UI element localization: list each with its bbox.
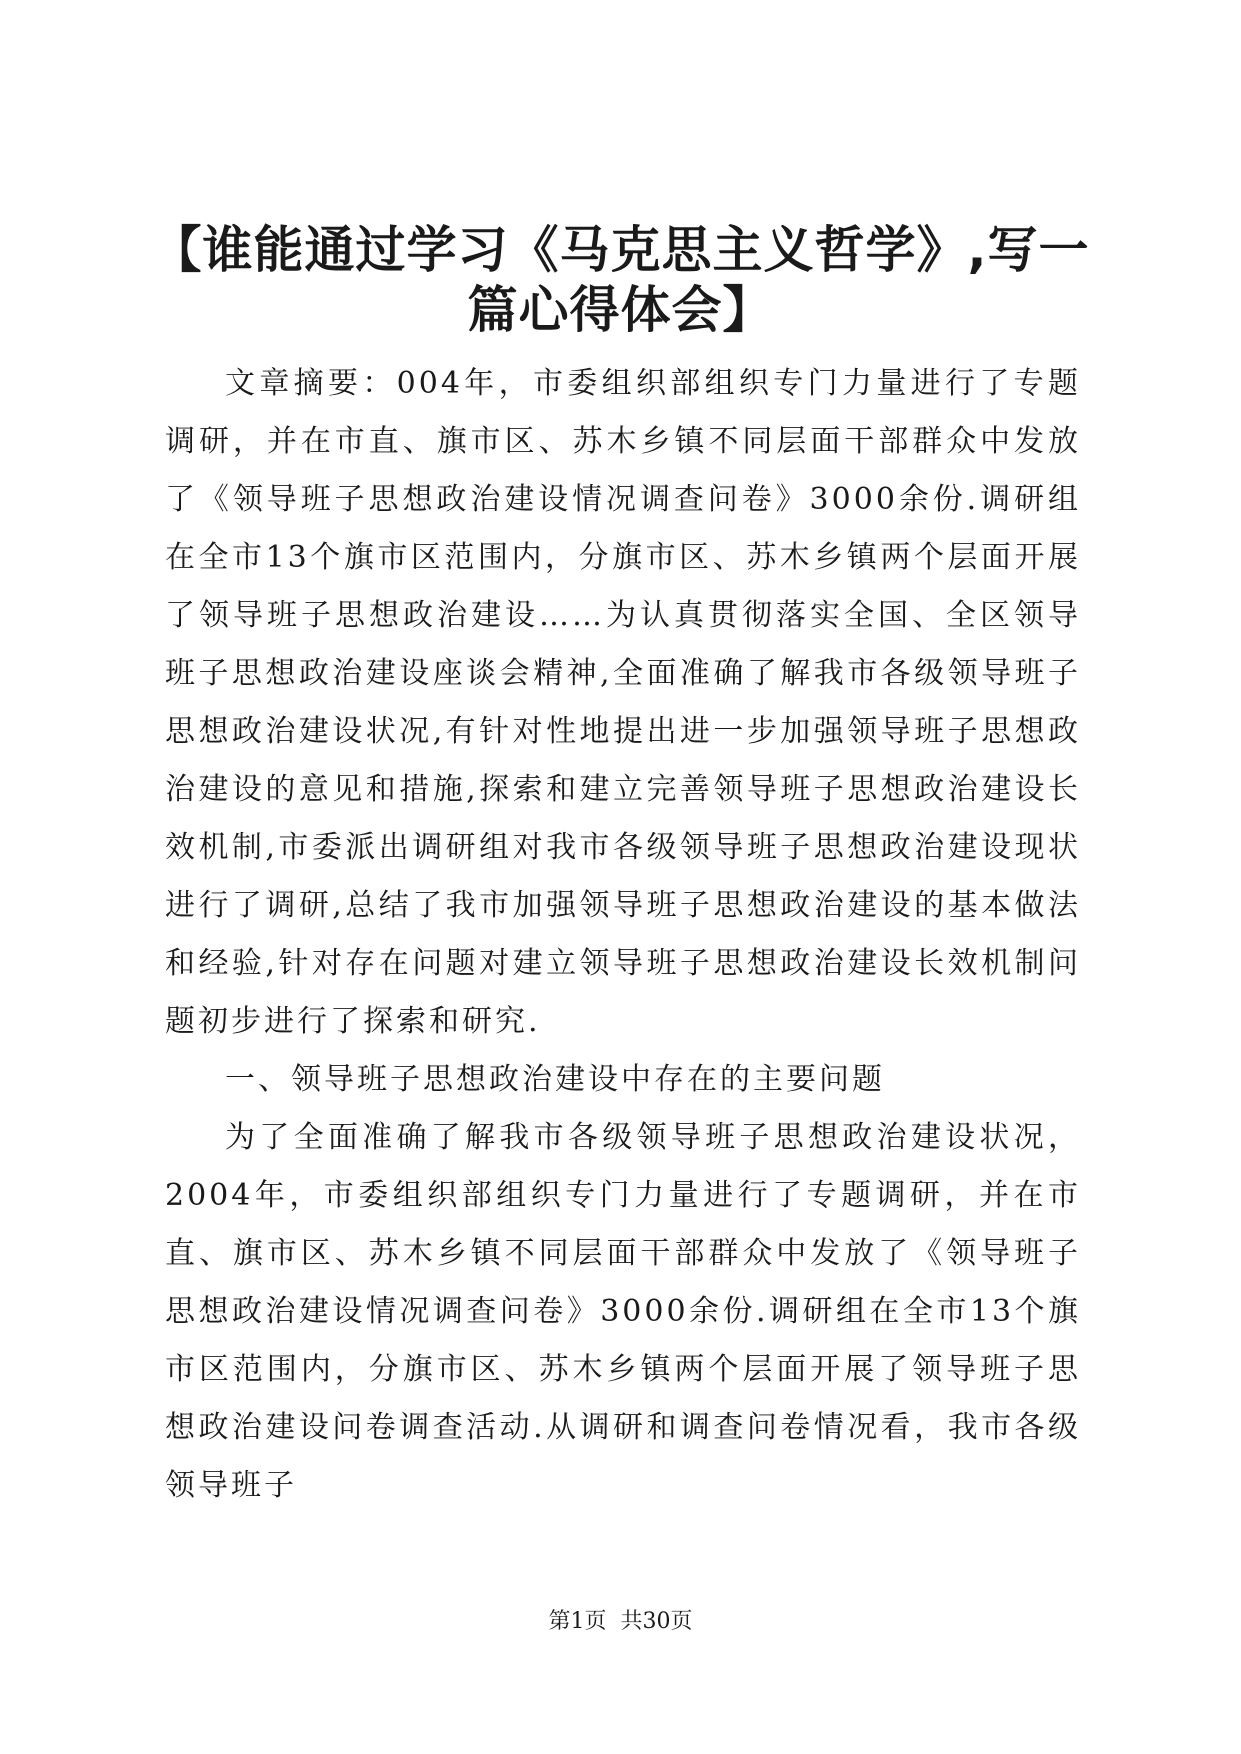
- section-heading: 一、领导班子思想政治建设中存在的主要问题: [225, 1062, 885, 1097]
- page-total: 共30页: [620, 1609, 693, 1634]
- page-footer: [0, 1607, 1241, 1637]
- document-title: 【谁能通过学习《马克思主义哲学》,写一篇心得体会】: [151, 221, 1090, 339]
- page-number: 第1页: [548, 1609, 607, 1634]
- abstract-paragraph: 文章摘要：004年，市委组织部组织专门力量进行了专题调研，并在市直、旗市区、苏木乡镇不同层面干部群众中发放了《领导班子思想政治建设情况调查问卷》3000余份.调研组在全市13个旗市区范围内，分旗市区、苏木乡镇两个层面开展了领导班子思想政治建设……为认真贯彻落实全国、全区领导班子思想政治建设座谈会精神,全面准确了解我市各级领导班子思想政治建设状况,有针对性地提出进一步加强领导班子思想政治建设的意见和措施,探索和建立完善领导班子思想政治建设长效机制,市委派出调研组对我市各级领导班子思想政治建设现状进行了调研,总结了我市加强领导班子思想政治建设的基本做法和经验,针对存在问题对建立领导班子思想政治建设长效机制问题初步进行了探索和研究.: [165, 366, 1081, 1039]
- body-paragraph: 为了全面准确了解我市各级领导班子思想政治建设状况，2004年，市委组织部组织专门力量进行了专题调研，并在市直、旗市区、苏木乡镇不同层面干部群众中发放了《领导班子思想政治建设情况调查问卷》3000余份.调研组在全市13个旗市区范围内，分旗市区、苏木乡镇两个层面开展了领导班子思想政治建设问卷调查活动.从调研和调查问卷情况看，我市各级领导班子: [165, 1120, 1081, 1503]
- document-body: [165, 355, 1081, 1515]
